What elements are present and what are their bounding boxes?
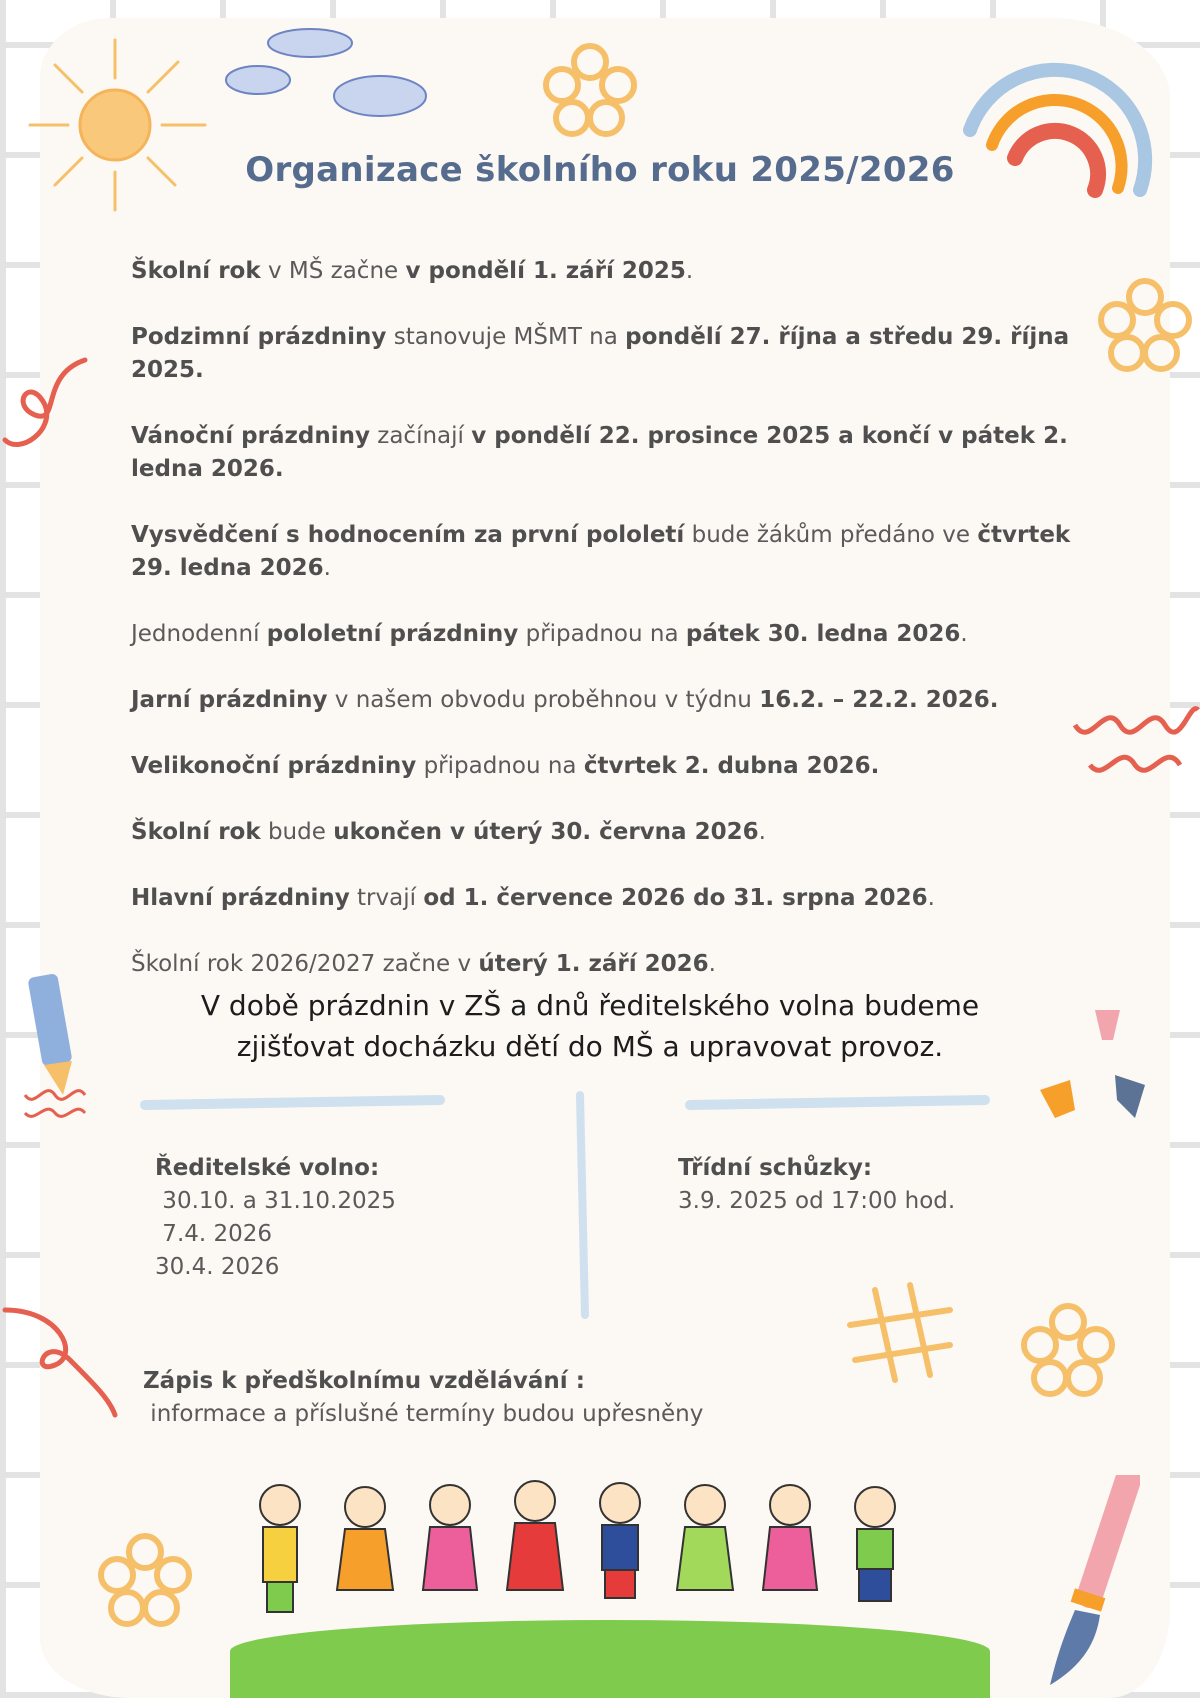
class-meetings-heading: Třídní schůzky: (678, 1155, 873, 1181)
schedule-item: Školní rok bude ukončen v úterý 30. června 2026. (131, 819, 766, 845)
schedule-list (131, 255, 1131, 1014)
flower-icon (95, 1530, 195, 1630)
crayon-icon (20, 965, 90, 1125)
schedule-item: Školní rok v MŠ začne v pondělí 1. září 2025. (131, 258, 694, 284)
schedule-item: Školní rok 2026/2027 začne v úterý 1. září 2026. (131, 951, 716, 977)
schedule-item: Jednodenní pololetní prázdniny připadnou na pátek 30. ledna 2026. (131, 621, 968, 647)
director-leave-date: 30.4. 2026 (155, 1254, 280, 1280)
hashtag-doodle-icon (845, 1280, 955, 1390)
flower-icon (1018, 1300, 1118, 1400)
notice-line: zjišťovat docházku dětí do MŠ a upravovat provoz. (236, 1030, 944, 1063)
class-meetings-box (678, 1152, 955, 1218)
enrollment-text: informace a příslušné termíny budou upřesněny (143, 1401, 704, 1427)
children-holding-hands-icon (245, 1465, 945, 1640)
schedule-item: Vánoční prázdniny začínají v pondělí 22. prosince 2025 a končí v pátek 2. ledna 2026. (131, 423, 1068, 482)
sun-icon (20, 30, 220, 220)
director-leave-box (155, 1152, 396, 1284)
cloud-icon (220, 18, 440, 128)
swirl-icon (0, 355, 95, 465)
swirl-icon (0, 1305, 120, 1425)
director-leave-heading: Ředitelské volno: (155, 1155, 380, 1181)
attendance-notice (150, 985, 1030, 1067)
page-title: Organizace školního roku 2025/2026 (245, 150, 955, 190)
schedule-item: Velikonoční prázdniny připadnou na čtvrtek 2. dubna 2026. (131, 753, 880, 779)
schedule-item: Jarní prázdniny v našem obvodu proběhnou v týdnu 16.2. – 22.2. 2026. (131, 687, 999, 713)
schedule-item: Vysvědčení s hodnocením za první pololetí bude žákům předáno ve čtvrtek 29. ledna 2026. (131, 522, 1071, 581)
pin-icon (1035, 1000, 1165, 1130)
schedule-item: Hlavní prázdniny trvají od 1. července 2026 do 31. srpna 2026. (131, 885, 935, 911)
flower-icon (540, 40, 640, 140)
director-leave-date: 7.4. 2026 (155, 1221, 273, 1247)
schedule-item: Podzimní prázdniny stanovuje MŠMT na pondělí 27. října a středu 29. října 2025. (131, 324, 1070, 383)
enrollment-box (143, 1365, 703, 1431)
notice-line: V době prázdnin v ZŠ a dnů ředitelského volna budeme (200, 989, 980, 1022)
enrollment-heading: Zápis k předškolnímu vzdělávání : (143, 1368, 585, 1394)
class-meetings-text: 3.9. 2025 od 17:00 hod. (678, 1188, 956, 1214)
director-leave-date: 30.10. a 31.10.2025 (155, 1188, 396, 1214)
paintbrush-icon (1020, 1475, 1140, 1695)
